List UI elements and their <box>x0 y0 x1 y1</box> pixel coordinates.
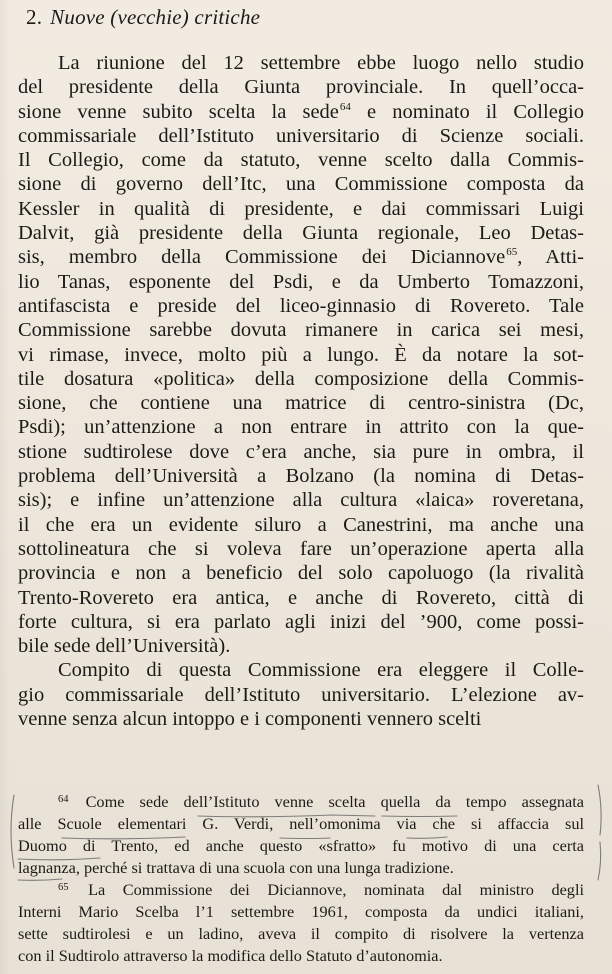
text-line <box>18 245 584 269</box>
footnote-line: Interni Mario Scelba l’1 settembre 1961, composta da undici italiani, <box>18 902 584 921</box>
text-line: il che era un evidente siluro a Canestrini, ma anche una <box>18 513 584 536</box>
text-line: antifascista e preside del liceo-ginnasio di Rovereto. Tale <box>18 294 584 317</box>
text-line: bile sede dell’Università). <box>18 635 231 658</box>
footnote-number: 65 <box>58 882 69 893</box>
footnote-line <box>18 879 584 901</box>
footnotes <box>18 791 584 967</box>
text-segment: , Atti- <box>517 246 585 269</box>
text-line: tile dosatura «politica» della composizione della Commis- <box>18 367 584 390</box>
section-number: 2. <box>26 5 43 29</box>
footnote-line: alle Scuole elementari G. Verdi, nell’omonima via che si affaccia sul <box>18 814 584 833</box>
footnote-ref: 64 <box>339 100 351 113</box>
pencil-left-margin <box>11 795 14 868</box>
text-line: Compito di questa Commissione era eleggere il Colle- <box>58 659 584 682</box>
text-line: Il Collegio, come da statuto, venne scelto dalla Commis- <box>18 149 584 172</box>
footnote-line <box>18 791 584 813</box>
text-line: sione, che contiene una matrice di centro-sinistra (Dc, <box>18 392 584 415</box>
pencil-right-margin-1 <box>598 785 601 835</box>
text-line: Dalvit, già presidente della Giunta regionale, Leo Detas- <box>18 222 584 245</box>
text-line: lio Tanas, esponente del Psdi, e da Umberto Tomazzoni, <box>18 270 584 293</box>
text-line: vi rimase, invece, molto più a lungo. È da notare la sot- <box>18 343 584 366</box>
footnote-text: La Commissione dei Diciannove, nominata dal ministro degli <box>88 880 584 899</box>
footnote-ref: 65 <box>506 246 518 259</box>
text-segment: sione venne subito scelta la sede <box>18 100 339 123</box>
text-line: commissariale dell’Istituto universitario di Scienze sociali. <box>18 124 584 147</box>
footnote-line: sette sudtirolesi e un ladino, aveva il compito di risolvere la vertenza <box>18 924 584 943</box>
text-line: stione sudtirolese dove c’era anche, sia pure in ombra, il <box>18 440 584 463</box>
text-line: provincia e non a beneficio del solo capoluogo (la rivalità <box>18 562 584 585</box>
text-line: sis); e infine un’attenzione alla cultura «laica» roveretana, <box>18 489 584 512</box>
body-text <box>18 51 584 731</box>
text-line <box>18 100 584 124</box>
text-line: forte cultura, si era parlato agli inizi del ’900, come possi- <box>18 610 584 633</box>
footnote-line: lagnanza, perché si trattava di una scuola con una lunga tradizione. <box>18 858 454 877</box>
text-segment: e nominato il Collegio <box>350 100 584 123</box>
text-line: gio commissariale dell’Istituto universitario. L’elezione av- <box>18 683 584 706</box>
text-line: sione di governo dell’Itc, una Commissione composta da <box>18 173 584 196</box>
text-line: del presidente della Giunta provinciale. In quell’occa- <box>18 76 584 99</box>
footnote-text: Come sede dell’Istituto venne scelta quella da tempo assegnata <box>85 792 584 811</box>
text-line: sottolineatura che si voleva fare un’operazione aperta alla <box>18 537 584 560</box>
footnote-line: Duomo di Trento, ed anche questo «sfratto» fu motivo di una certa <box>18 836 584 855</box>
pencil-right-margin-2 <box>598 842 601 880</box>
text-line: Trento-Rovereto era antica, e anche di Rovereto, città di <box>18 586 584 609</box>
running-header <box>26 4 260 30</box>
footnote-number: 64 <box>58 794 69 805</box>
footnote-line: con il Sudtirolo attraverso la modifica dello Statuto d’autonomia. <box>18 946 443 965</box>
text-line: La riunione del 12 settembre ebbe luogo nello studio <box>58 52 584 74</box>
text-segment: sis, membro della Commissione dei Diciannove <box>18 246 506 269</box>
text-line: Commissione sarebbe dovuta rimanere in carica sei mesi, <box>18 319 584 342</box>
text-line: Psdi); un’attenzione a non entrare in attrito con la que- <box>18 416 584 439</box>
section-title: Nuove (vecchie) critiche <box>50 5 261 29</box>
text-line: problema dell’Università a Bolzano (la nomina di Detas- <box>18 465 584 488</box>
text-line: venne senza alcun intoppo e i componenti vennero scelti <box>18 708 482 731</box>
text-line: Kessler in qualità di presidente, e dai commissari Luigi <box>18 197 584 220</box>
